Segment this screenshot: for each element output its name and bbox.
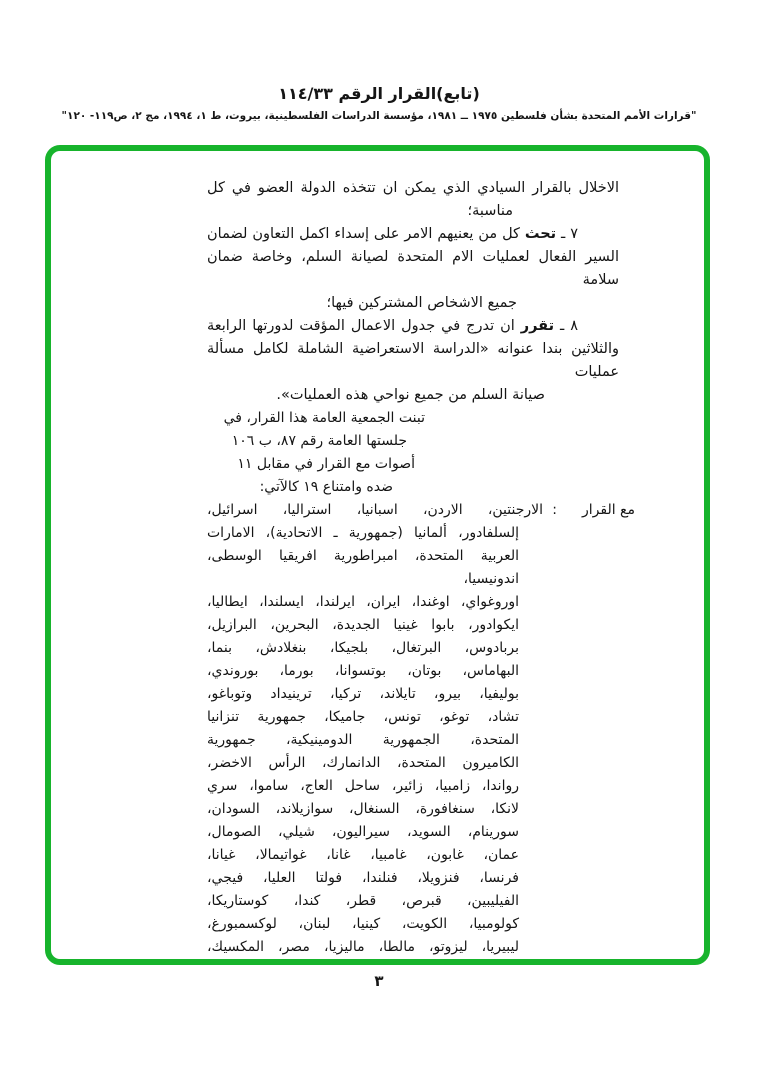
vote-country-line: ايكوادور، بابوا غينيا الجديدة، البحرين، البرازيل، <box>207 617 519 633</box>
operative-verb: تقرر <box>520 318 555 334</box>
body-line: والثلاثين بندا عنوانه «الدراسة الاستعراضية الشاملة لكامل مسألة عمليات <box>207 341 619 380</box>
vote-country-line: اوروغواي، اوغندا، ايران، ايرلندا، ايسلندا، ايطاليا، <box>207 594 519 610</box>
adoption-note <box>207 407 425 499</box>
body-line: مناسبة؛ <box>467 203 513 219</box>
adoption-note-line: ضده وامتناع ١٩ كالآتي: <box>259 479 393 495</box>
paragraph-number: ٧ ـ <box>556 226 578 242</box>
vote-country-line: سورينام، السويد، سيراليون، شيلي، الصومال، <box>207 824 519 840</box>
vote-country-line: لانكا، سنغافورة، السنغال، سوازيلاند، السودان، <box>207 801 519 817</box>
vote-record <box>207 499 635 959</box>
vote-country-line: تشاد، توغو، تونس، جاميكا، جمهورية تنزانيا <box>207 709 519 725</box>
vote-country-line: فرنسا، فنزويلا، فنلندا، فولتا العليا، فيجي، <box>207 870 519 886</box>
body-line: السير الفعال لعمليات الام المتحدة لصيانة السلم، وخاصة ضمان سلامة <box>207 249 619 288</box>
vote-country-line: العربية المتحدة، امبراطورية افريقيا الوسطى، اندونيسيا، <box>207 548 519 587</box>
vote-country-line: بوليفيا، بيرو، تايلاند، تركيا، ترينيداد وتوباغو، <box>207 686 519 702</box>
vote-country-line: المتحدة، الجمهورية الدومينيكية، جمهورية <box>207 732 519 748</box>
vote-country-line: عمان، غابون، غامبيا، غانا، غواتيمالا، غيانا، <box>207 847 519 863</box>
body-text: كل من يعنيهم الامر على إسداء اكمل التعاون لضمان <box>207 226 525 242</box>
vote-country-list <box>207 499 543 959</box>
vote-country-line: ليبيريا، ليزوتو، مالطا، ماليزيا، مصر، المكسيك، <box>207 939 519 955</box>
green-frame <box>45 145 710 965</box>
adoption-note-line: تبنت الجمعية العامة هذا القرار، في <box>223 410 425 426</box>
vote-country-line: الارجنتين، الاردن، اسبانيا، استراليا، اسرائيل، <box>207 502 543 518</box>
source-citation: "قرارات الأمم المتحدة بشأن فلسطين ١٩٧٥ ــ ١٩٨١، مؤسسة الدراسات الفلسطينية، بيروت، ط ١، ١٩٩٤، مج ٢، ص١١٩- ١٢٠" <box>61 110 697 122</box>
vote-colon: : <box>552 502 557 518</box>
paragraph-number: ٨ ـ <box>554 318 578 334</box>
operative-verb: تحث <box>524 226 557 242</box>
vote-country-line: كولومبيا، الكويت، كينيا، لبنان، لوكسمبورغ، <box>207 916 519 932</box>
vote-country-line: بربادوس، البرتغال، بلجيكا، بنغلادش، بنما، <box>207 640 519 656</box>
page-header <box>0 84 758 122</box>
vote-country-line: رواندا، زامبيا، زائير، ساحل العاج، ساموا، سري <box>207 778 519 794</box>
body-line: الاخلال بالقرار السيادي الذي يمكن ان تتخذه الدولة العضو في كل <box>207 180 619 196</box>
vote-country-line: الفيليبين، قبرص، قطر، كندا، كوستاريكا، <box>207 893 519 909</box>
vote-country-line: إلسلفادور، ألمانيا (جمهورية ـ الاتحادية)، الامارات <box>207 525 519 541</box>
page-number: ٣ <box>374 972 384 990</box>
vote-label: مع القرار <box>581 502 635 518</box>
body-line: صيانة السلم من جميع نواحي هذه العمليات». <box>276 387 545 403</box>
vote-country-line: الكاميرون المتحدة، الدانمارك، الرأس الاخضر، <box>207 755 519 771</box>
paragraph-8-first-line <box>207 315 619 338</box>
adoption-note-line: جلستها العامة رقم ٨٧، ب ١٠٦ <box>231 433 407 449</box>
vote-country-line: البهاماس، بوتان، بوتسوانا، بورما، بوروندي، <box>207 663 519 679</box>
adoption-note-line: أصوات مع القرار في مقابل ١١ <box>237 456 415 472</box>
page-title: (تابع)القرار الرقم ١١٤/٣٣ <box>278 84 480 103</box>
document-body <box>51 151 704 959</box>
body-text: ان تدرج في جدول الاعمال المؤقت لدورتها الرابعة <box>207 318 521 334</box>
paragraph-7-first-line <box>207 223 619 246</box>
body-line: جميع الاشخاص المشتركين فيها؛ <box>326 295 517 311</box>
